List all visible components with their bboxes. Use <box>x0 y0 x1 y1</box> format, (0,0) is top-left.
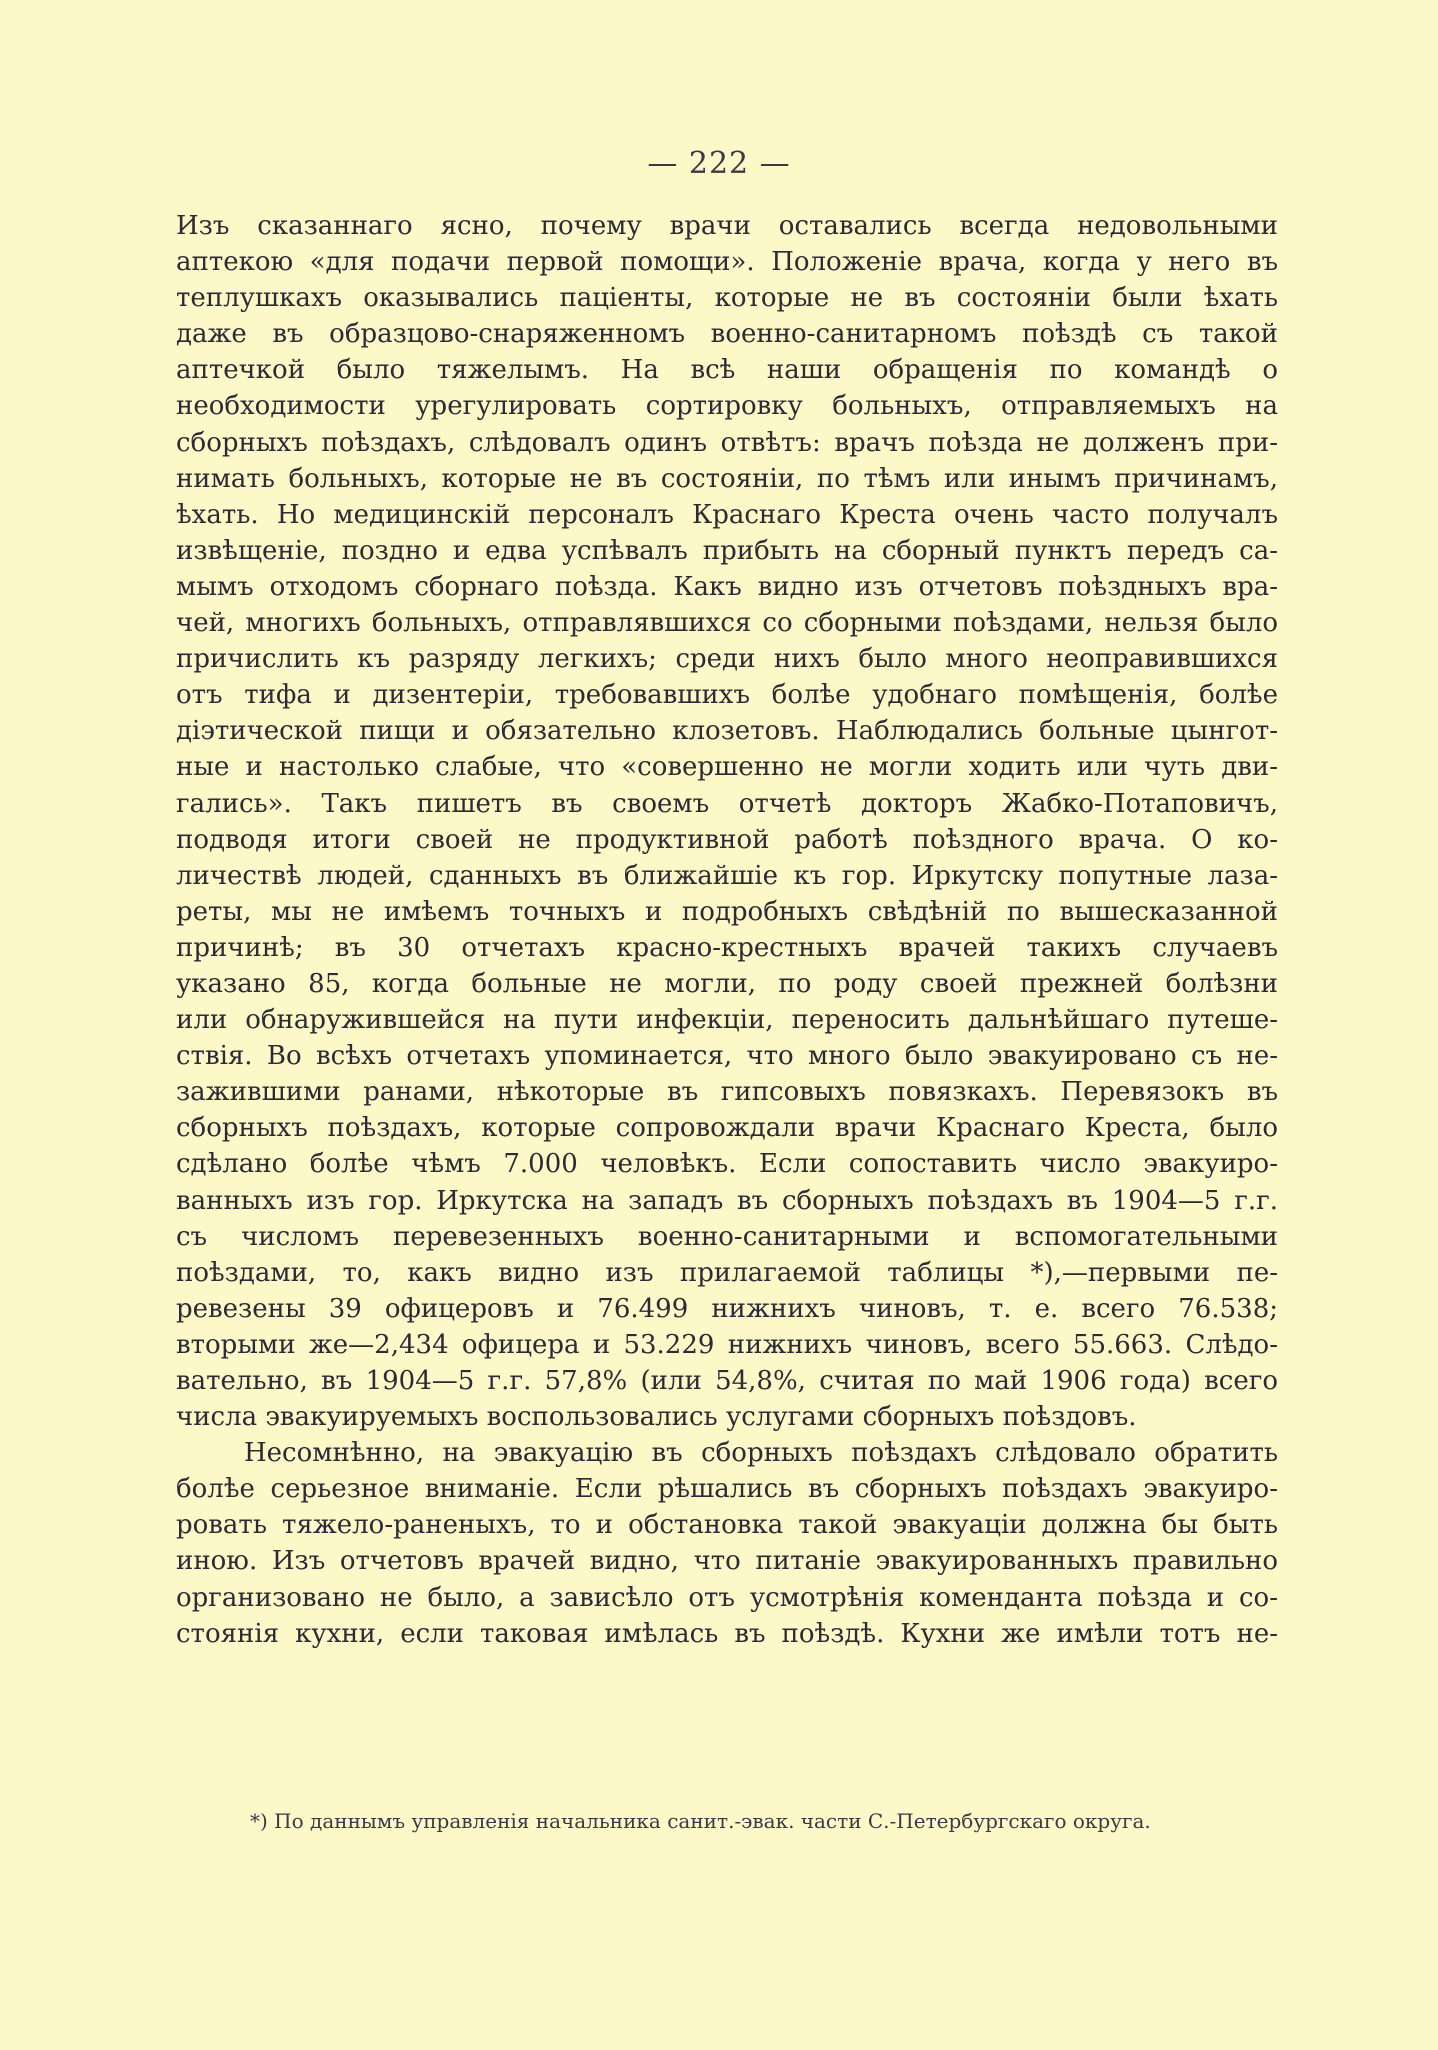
body-line: указано 85, когда больные не могли, по роду своей прежней болѣзни <box>176 968 1278 999</box>
body-line: личествѣ людей, сданныхъ въ ближайшіе къ гор. Иркутску попутные лаза- <box>176 860 1278 891</box>
body-line: ствія. Во всѣхъ отчетахъ упоминается, что много было эвакуировано съ не- <box>176 1041 1278 1072</box>
body-line: съ числомъ перевезенныхъ военно-санитарными и вспомогательными <box>176 1221 1278 1252</box>
body-line: болѣе серьезное вниманіе. Если рѣшались въ сборныхъ поѣздахъ эвакуиро- <box>176 1474 1278 1505</box>
body-line: причислить къ разряду легкихъ; среди нихъ было много неоправившихся <box>176 644 1278 675</box>
body-line: теплушкахъ оказывались паціенты, которые не въ состояніи были ѣхать <box>176 283 1278 314</box>
body-line: Несомнѣнно, на эвакуацію въ сборныхъ поѣздахъ слѣдовало обратить <box>244 1438 1278 1469</box>
body-line: отъ тифа и дизентеріи, требовавшихъ болѣе удобнаго помѣщенія, болѣе <box>176 680 1278 711</box>
body-line: поѣздами, то, какъ видно изъ прилагаемой таблицы *),—первыми пе- <box>176 1257 1278 1288</box>
body-line: сборныхъ поѣздахъ, которые сопровождали врачи Краснаго Креста, было <box>176 1113 1278 1144</box>
body-line: необходимости урегулировать сортировку больныхъ, отправляемыхъ на <box>176 391 1278 422</box>
body-line: ѣхать. Но медицинскій персоналъ Краснаго Креста очень часто получалъ <box>176 499 1278 530</box>
body-line: вторыми же—2,434 офицера и 53.229 нижнихъ чиновъ, всего 55.663. Слѣдо- <box>176 1329 1278 1360</box>
body-line: зажившими ранами, нѣкоторые въ гипсовыхъ повязкахъ. Перевязокъ въ <box>176 1077 1278 1108</box>
body-line: ревезены 39 офицеровъ и 76.499 нижнихъ чиновъ, т. е. всего 76.538; <box>176 1293 1278 1324</box>
body-line: или обнаружившейся на пути инфекціи, переносить дальнѣйшаго путеше- <box>176 1005 1278 1036</box>
body-line: причинѣ; въ 30 отчетахъ красно-крестныхъ врачей такихъ случаевъ <box>176 932 1278 963</box>
body-line: нимать больныхъ, которые не въ состояніи, по тѣмъ или инымъ причинамъ, <box>176 463 1278 494</box>
body-line: даже въ образцово-снаряженномъ военно-санитарномъ поѣздѣ съ такой <box>176 319 1278 350</box>
body-line: аптекою «для подачи первой помощи». Положеніе врача, когда у него въ <box>176 247 1278 278</box>
body-line: сборныхъ поѣздахъ, слѣдовалъ одинъ отвѣтъ: врачъ поѣзда не долженъ при- <box>176 427 1278 458</box>
body-line: подводя итоги своей не продуктивной работѣ поѣздного врача. О ко- <box>176 824 1278 855</box>
body-line: аптечкой было тяжелымъ. На всѣ наши обращенія по командѣ о <box>176 355 1278 386</box>
body-line: Изъ сказаннаго ясно, почему врачи оставались всегда недовольными <box>176 211 1278 241</box>
body-line: вательно, въ 1904—5 г.г. 57,8% (или 54,8%, считая по май 1906 года) всего <box>176 1366 1278 1396</box>
page-number: — 222 — <box>647 146 791 181</box>
body-line: чей, многихъ больныхъ, отправлявшихся со сборными поѣздами, нельзя было <box>176 608 1278 639</box>
body-line: извѣщеніе, поздно и едва успѣвалъ прибыть на сборный пунктъ передъ са- <box>176 535 1278 566</box>
body-line: числа эвакуируемыхъ воспользовались услугами сборныхъ поѣздовъ. <box>176 1402 1137 1433</box>
body-line: организовано не было, а зависѣло отъ усмотрѣнія коменданта поѣзда и со- <box>176 1582 1278 1613</box>
body-line: сдѣлано болѣе чѣмъ 7.000 человѣкъ. Если сопоставить число эвакуиро- <box>176 1149 1278 1180</box>
body-line: иною. Изъ отчетовъ врачей видно, что питаніе эвакуированныхъ правильно <box>176 1546 1278 1577</box>
body-line: реты, мы не имѣемъ точныхъ и подробныхъ свѣдѣній по вышесказанной <box>176 896 1278 927</box>
footnote: *) По даннымъ управленія начальника санит.-эвак. части С.-Петербургскаго округа. <box>250 1809 1151 1833</box>
body-line: ные и настолько слабые, что «совершенно не могли ходить или чуть дви- <box>176 752 1278 783</box>
body-text <box>176 208 1278 1652</box>
body-line: гались». Такъ пишетъ въ своемъ отчетѣ докторъ Жабко-Потаповичъ, <box>176 788 1278 819</box>
body-line: ровать тяжело-раненыхъ, то и обстановка такой эвакуаціи должна бы быть <box>176 1510 1278 1541</box>
body-line: мымъ отходомъ сборнаго поѣзда. Какъ видно изъ отчетовъ поѣздныхъ вра- <box>176 571 1278 602</box>
body-line: діэтической пищи и обязательно клозетовъ. Наблюдались больные цынгот- <box>176 716 1278 747</box>
body-line: стоянія кухни, если таковая имѣлась въ поѣздѣ. Кухни же имѣли тотъ не- <box>176 1618 1278 1649</box>
body-line: ванныхъ изъ гор. Иркутска на западъ въ сборныхъ поѣздахъ въ 1904—5 г.г. <box>176 1185 1278 1216</box>
